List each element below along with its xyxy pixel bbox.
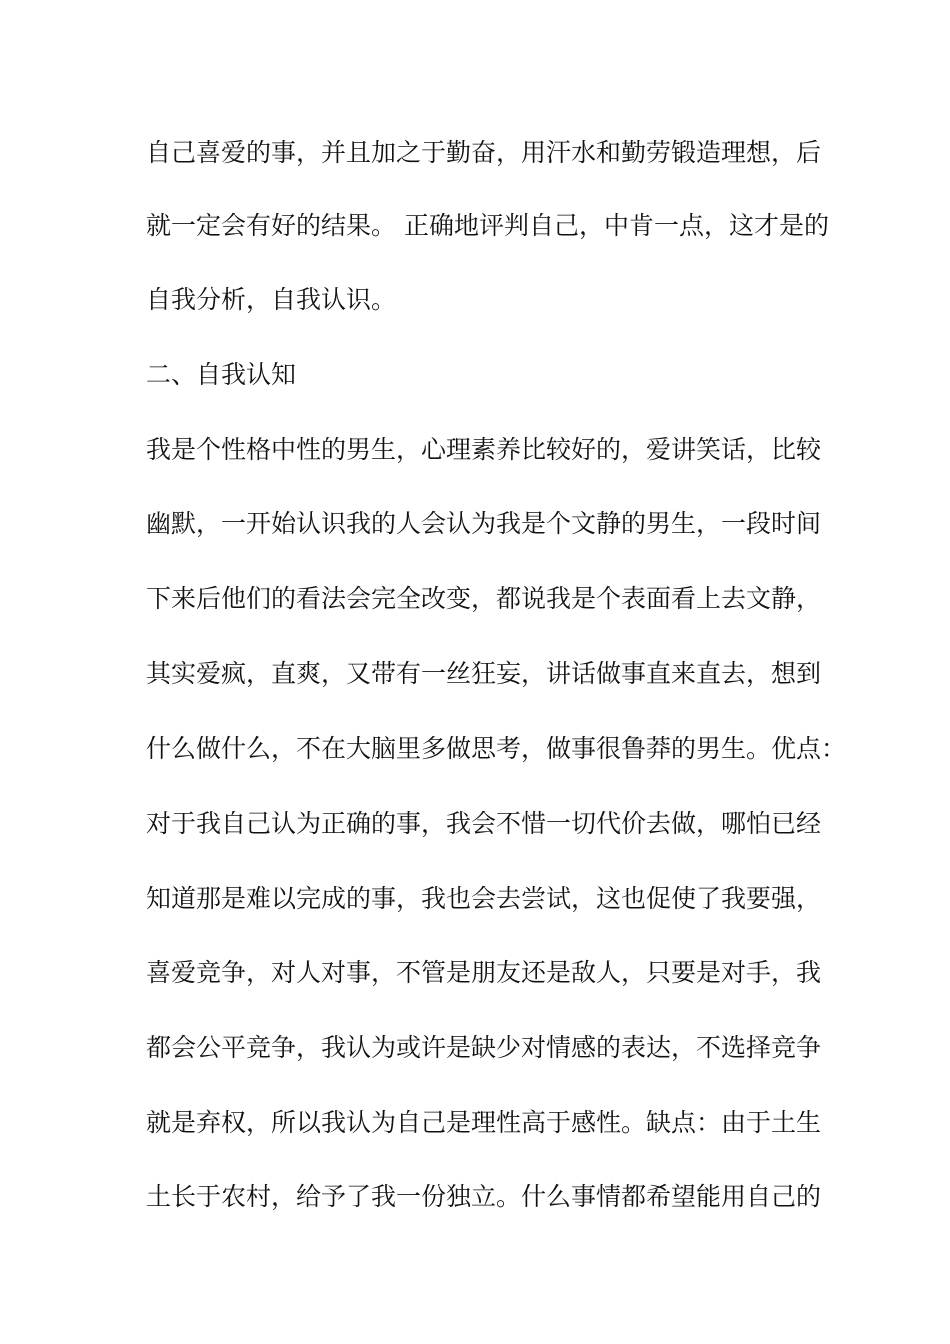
text-line: 其实爱疯，直爽，又带有一丝狂妄，讲话做事直来直去，想到 (146, 659, 822, 688)
text-line: 土长于农村，给予了我一份独立。什么事情都希望能用自己的 (146, 1182, 822, 1211)
text-line: 对于我自己认为正确的事，我会不惜一切代价去做，哪怕已经 (146, 809, 822, 838)
text-line: 自我分析，自我认识。 (146, 285, 397, 314)
text-line: 下来后他们的看法会完全改变，都说我是个表面看上去文静， (146, 584, 822, 613)
section-heading: 二、自我认知 (146, 360, 297, 389)
text-line: 就是弃权，所以我认为自己是理性高于感性。缺点：由于土生 (146, 1108, 822, 1137)
text-line: 喜爱竞争，对人对事，不管是朋友还是敌人，只要是对手，我 (146, 958, 822, 987)
text-line: 就一定会有好的结果。 正确地评判自己，中肯一点，这才是的 (146, 211, 829, 240)
text-line: 都会公平竞争，我认为或许是缺少对情感的表达，不选择竞争 (146, 1033, 822, 1062)
text-line: 我是个性格中性的男生，心理素养比较好的，爱讲笑话，比较 (146, 435, 822, 464)
text-line: 幽默，一开始认识我的人会认为我是个文静的男生，一段时间 (146, 509, 822, 538)
text-line: 什么做什么，不在大脑里多做思考，做事很鲁莽的男生。优点： (146, 734, 847, 763)
text-line: 自己喜爱的事，并且加之于勤奋，用汗水和勤劳锻造理想，后 (146, 138, 822, 167)
text-line: 知道那是难以完成的事，我也会去尝试，这也促使了我要强， (146, 884, 822, 913)
